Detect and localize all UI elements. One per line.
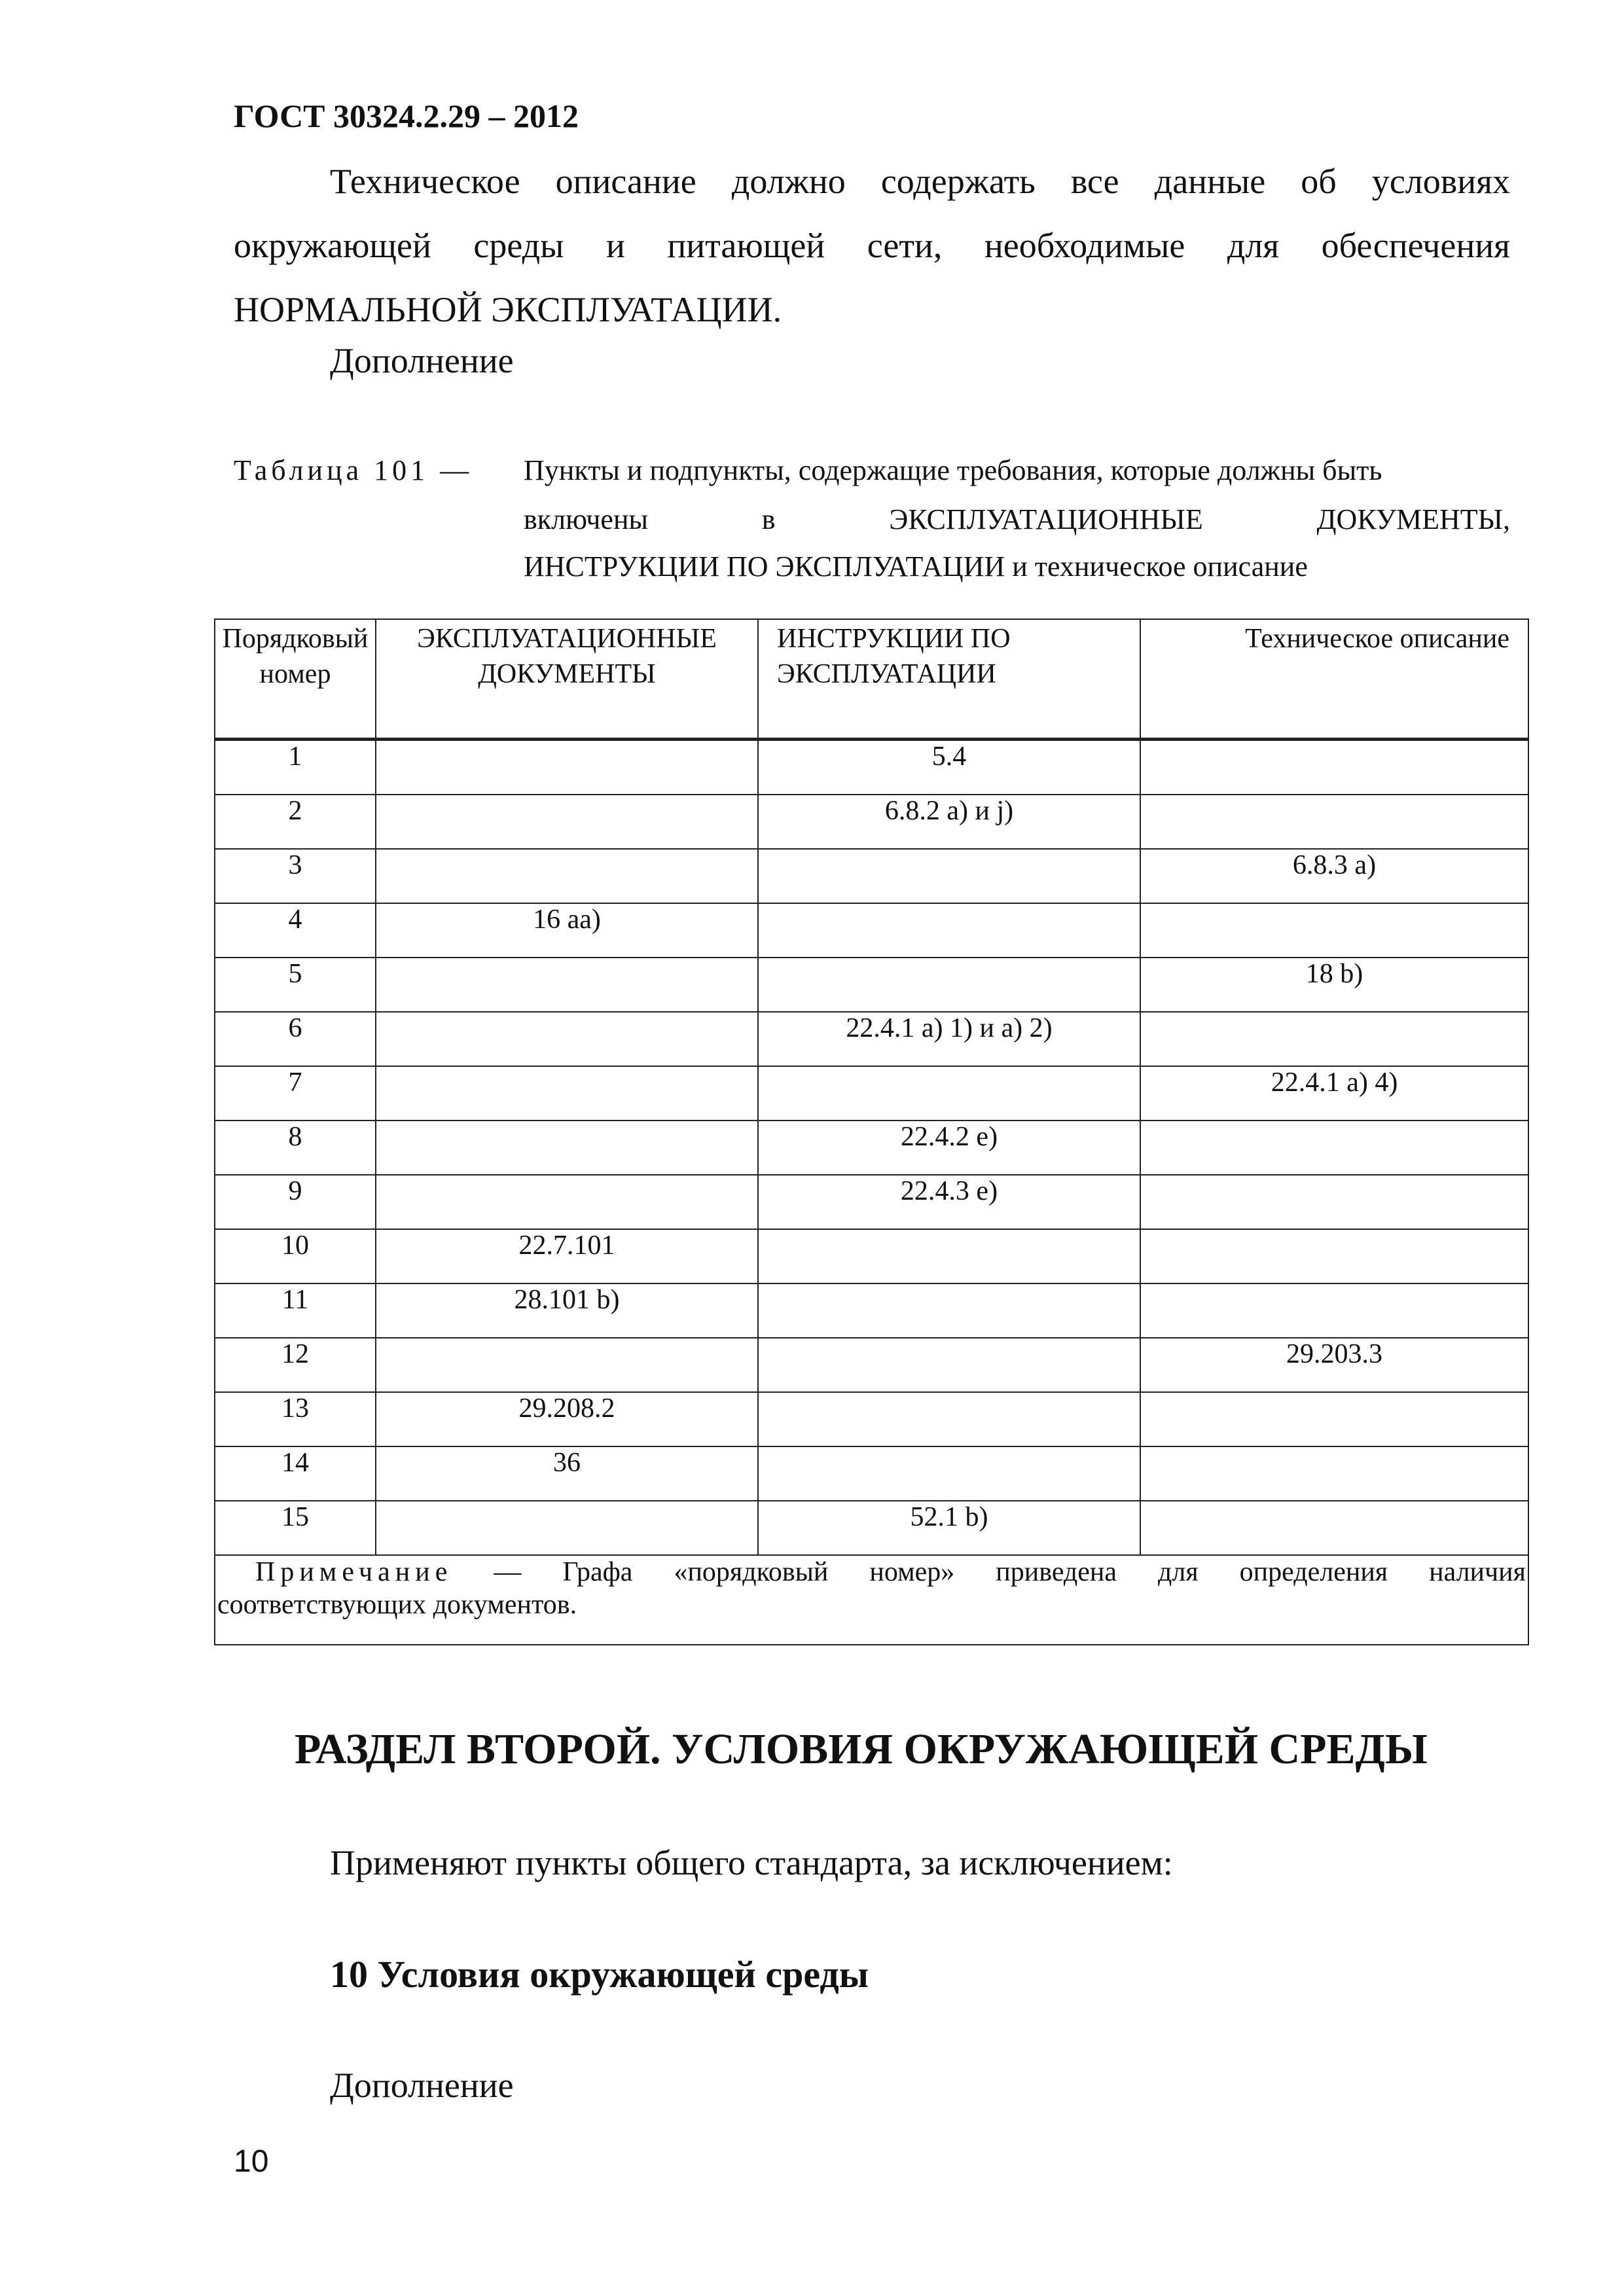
cell-serial-number: 12	[215, 1338, 376, 1392]
cell-operating-documents: 29.208.2	[376, 1392, 758, 1446]
cell-operating-instructions	[758, 1392, 1140, 1446]
page-number: 10	[234, 2144, 269, 2179]
cell-technical-description	[1140, 903, 1528, 958]
cell-operating-documents	[376, 795, 758, 849]
cell-operating-documents	[376, 1066, 758, 1121]
header-technical-description: Техническое описание	[1140, 619, 1528, 740]
cell-serial-number: 15	[215, 1501, 376, 1555]
intro-paragraph: Техническое описание должно содержать все данные об условиях окружающей среды и питающей сети, необходимые для обеспечения НОРМАЛЬНОЙ ЭКСПЛУАТАЦИИ.	[234, 162, 1510, 329]
table-caption-line-2	[524, 503, 1510, 536]
cell-operating-documents: 16 аа)	[376, 903, 758, 958]
cell-technical-description	[1140, 1283, 1528, 1338]
cell-operating-instructions	[758, 903, 1140, 958]
cell-serial-number: 2	[215, 795, 376, 849]
cell-operating-instructions: 52.1 b)	[758, 1501, 1140, 1555]
header-serial-number: Порядковый номер	[215, 619, 376, 740]
section-addendum-label: Дополнение	[330, 2066, 514, 2105]
cell-technical-description	[1140, 740, 1528, 795]
cell-operating-instructions	[758, 1229, 1140, 1283]
cell-technical-description: 29.203.3	[1140, 1338, 1528, 1392]
cell-serial-number: 8	[215, 1121, 376, 1175]
cell-operating-instructions	[758, 1446, 1140, 1501]
cell-operating-documents	[376, 740, 758, 795]
cell-serial-number: 11	[215, 1283, 376, 1338]
cell-serial-number: 9	[215, 1175, 376, 1229]
cell-serial-number: 1	[215, 740, 376, 795]
table-row	[215, 1066, 1528, 1121]
cell-serial-number: 6	[215, 1012, 376, 1066]
table-row	[215, 1446, 1528, 1501]
cell-operating-instructions: 5.4	[758, 740, 1140, 795]
table-row	[215, 1012, 1528, 1066]
cell-serial-number: 7	[215, 1066, 376, 1121]
requirements-table	[214, 619, 1529, 1645]
cell-technical-description	[1140, 1175, 1528, 1229]
cell-technical-description: 18 b)	[1140, 958, 1528, 1012]
cell-operating-documents	[376, 1121, 758, 1175]
caption-word: ЭКСПЛУАТАЦИОННЫЕ	[889, 503, 1203, 535]
cell-operating-documents: 28.101 b)	[376, 1283, 758, 1338]
table-header-row	[215, 619, 1528, 740]
caption-word: ДОКУМЕНТЫ,	[1316, 503, 1510, 535]
table-row	[215, 795, 1528, 849]
header-operating-documents: ЭКСПЛУАТАЦИОННЫЕ ДОКУМЕНТЫ	[376, 619, 758, 740]
cell-technical-description	[1140, 795, 1528, 849]
cell-operating-instructions: 22.4.3 е)	[758, 1175, 1140, 1229]
table-row	[215, 1392, 1528, 1446]
table-row	[215, 1121, 1528, 1175]
table-row	[215, 740, 1528, 795]
clause-title: 10 Условия окружающей среды	[330, 1953, 869, 1996]
table-row	[215, 1501, 1528, 1555]
header-operating-instructions: ИНСТРУКЦИИ ПО ЭКСПЛУАТАЦИИ	[758, 619, 1140, 740]
cell-operating-documents	[376, 849, 758, 903]
table-caption-line-1: Пункты и подпункты, содержащие требования, которые должны быть	[524, 454, 1382, 486]
cell-technical-description	[1140, 1392, 1528, 1446]
addendum-label: Дополнение	[330, 341, 514, 380]
table-row	[215, 1175, 1528, 1229]
table-row	[215, 958, 1528, 1012]
cell-technical-description	[1140, 1012, 1528, 1066]
cell-technical-description	[1140, 1501, 1528, 1555]
note-word: наличия	[1429, 1557, 1526, 1587]
cell-operating-documents	[376, 1501, 758, 1555]
cell-operating-documents	[376, 1175, 758, 1229]
cell-operating-instructions	[758, 849, 1140, 903]
cell-operating-instructions	[758, 1066, 1140, 1121]
cell-serial-number: 5	[215, 958, 376, 1012]
cell-serial-number: 3	[215, 849, 376, 903]
cell-technical-description	[1140, 1121, 1528, 1175]
table-note	[215, 1555, 1528, 1645]
note-word: —	[494, 1557, 522, 1587]
section-text: Применяют пункты общего стандарта, за исключением:	[330, 1843, 1173, 1882]
cell-operating-documents	[376, 1012, 758, 1066]
cell-operating-instructions: 22.4.1 а) 1) и а) 2)	[758, 1012, 1140, 1066]
cell-technical-description	[1140, 1229, 1528, 1283]
cell-operating-documents: 36	[376, 1446, 758, 1501]
note-word: Графа	[562, 1557, 633, 1587]
table-note-row	[215, 1555, 1528, 1645]
note-word: приведена	[996, 1557, 1117, 1587]
cell-serial-number: 10	[215, 1229, 376, 1283]
cell-technical-description: 6.8.3 а)	[1140, 849, 1528, 903]
note-word: определения	[1239, 1557, 1388, 1587]
standard-id: ГОСТ 30324.2.29 – 2012	[234, 98, 579, 134]
table-caption-line-3: ИНСТРУКЦИИ ПО ЭКСПЛУАТАЦИИ и техническое описание	[524, 550, 1308, 583]
cell-technical-description	[1140, 1446, 1528, 1501]
cell-operating-documents	[376, 958, 758, 1012]
cell-operating-instructions	[758, 958, 1140, 1012]
note-word: «порядковый	[674, 1557, 829, 1587]
cell-operating-instructions: 22.4.2 е)	[758, 1121, 1140, 1175]
section-title: РАЗДЕЛ ВТОРОЙ. УСЛОВИЯ ОКРУЖАЮЩЕЙ СРЕДЫ	[295, 1725, 1428, 1773]
note-word: номер»	[869, 1557, 955, 1587]
note-word: для	[1158, 1557, 1199, 1587]
table-row	[215, 1283, 1528, 1338]
caption-word: в	[761, 503, 776, 535]
caption-word: включены	[524, 503, 649, 535]
note-line-2: соответствующих документов.	[217, 1590, 577, 1620]
table-body	[215, 740, 1528, 1556]
note-label: Примечание	[255, 1557, 453, 1587]
cell-technical-description: 22.4.1 а) 4)	[1140, 1066, 1528, 1121]
cell-operating-instructions	[758, 1338, 1140, 1392]
table-row	[215, 849, 1528, 903]
table-row	[215, 903, 1528, 958]
note-line-1	[217, 1556, 1526, 1588]
cell-operating-instructions: 6.8.2 а) и j)	[758, 795, 1140, 849]
cell-operating-documents: 22.7.101	[376, 1229, 758, 1283]
cell-operating-documents	[376, 1338, 758, 1392]
cell-serial-number: 14	[215, 1446, 376, 1501]
cell-serial-number: 13	[215, 1392, 376, 1446]
cell-serial-number: 4	[215, 903, 376, 958]
table-row	[215, 1229, 1528, 1283]
cell-operating-instructions	[758, 1283, 1140, 1338]
table-caption-label: Таблица 101 —	[234, 454, 473, 486]
table-row	[215, 1338, 1528, 1392]
